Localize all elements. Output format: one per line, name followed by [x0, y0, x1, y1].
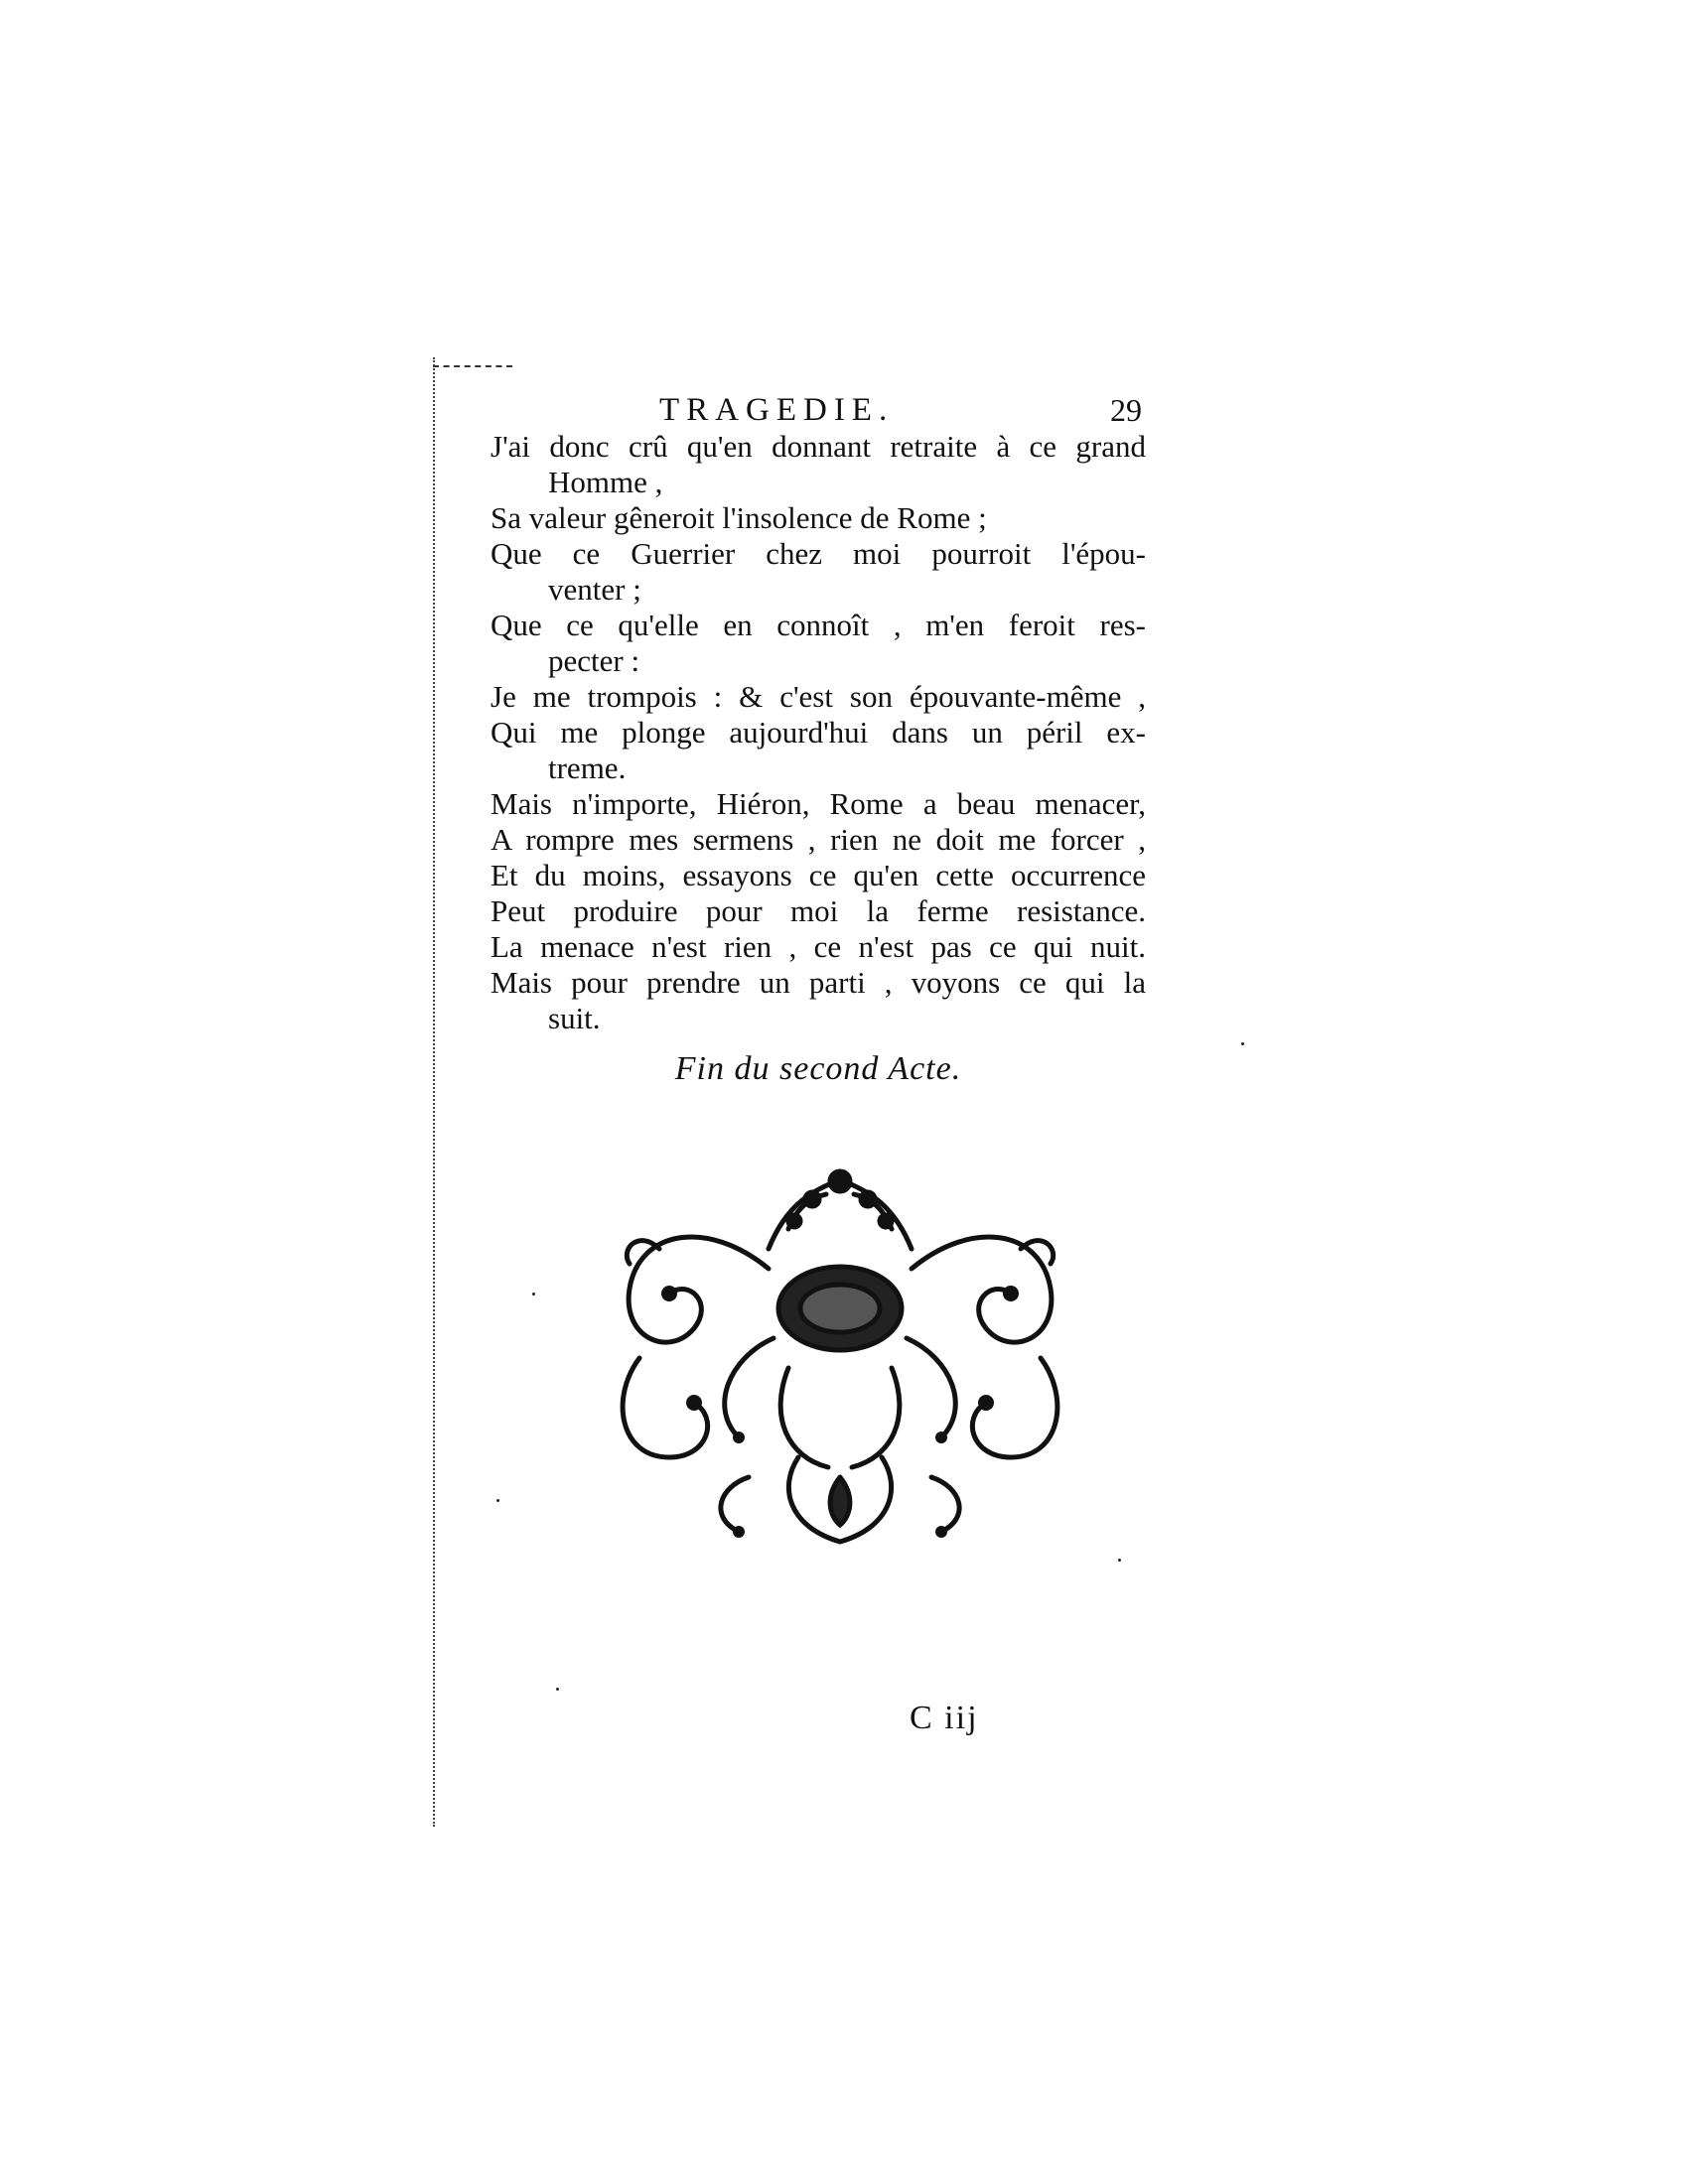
verse-line: Mais pour prendre un parti , voyons ce qui la	[491, 965, 1146, 1000]
verse-line: venter ;	[548, 572, 641, 607]
verse-line: Que ce qu'elle en connoît , m'en feroit res-	[491, 608, 1146, 642]
verse-line: J'ai donc crû qu'en donnant retraite à ce grand	[491, 429, 1146, 464]
verse-block	[491, 429, 1146, 1036]
verse-line: pecter :	[548, 643, 640, 678]
verse-line: A rompre mes sermens , rien ne doit me forcer ,	[491, 822, 1146, 857]
scan-page-edge	[433, 357, 441, 1827]
verse-line: treme.	[548, 751, 627, 785]
verse-line: Et du moins, essayons ce qu'en cette occurrence	[491, 858, 1146, 892]
verse-line: Que ce Guerrier chez moi pourroit l'épou-	[491, 536, 1146, 571]
verse-line: Sa valeur gêneroit l'insolence de Rome ;	[491, 500, 987, 535]
verse-line: Je me trompois : & c'est son épouvante-même ,	[491, 679, 1146, 714]
page-number: 29	[1110, 392, 1142, 428]
verse-line: Mais n'importe, Hiéron, Rome a beau menacer,	[491, 786, 1146, 821]
signature-mark: C iij	[910, 1700, 979, 1736]
verse-line: Peut produire pour moi la ferme resistance.	[491, 893, 1146, 928]
verse-line: Homme ,	[548, 465, 663, 499]
scan-speck	[1118, 1559, 1121, 1562]
scan-speck	[1241, 1042, 1244, 1045]
verse-line: Qui me plonge aujourd'hui dans un péril ex-	[491, 715, 1146, 750]
scan-speck	[496, 1499, 499, 1502]
act-end-heading: Fin du second Acte.	[674, 1050, 962, 1087]
scan-speck	[532, 1293, 535, 1296]
verse-line: suit.	[548, 1001, 601, 1035]
verse-line: La menace n'est rien , ce n'est pas ce qui nuit.	[491, 929, 1146, 964]
page-header	[491, 389, 1142, 431]
running-title: TRAGEDIE.	[659, 392, 895, 428]
scan-corner-mark	[433, 365, 512, 369]
floral-ornament-icon	[600, 1160, 1080, 1557]
scan-speck	[556, 1688, 559, 1691]
